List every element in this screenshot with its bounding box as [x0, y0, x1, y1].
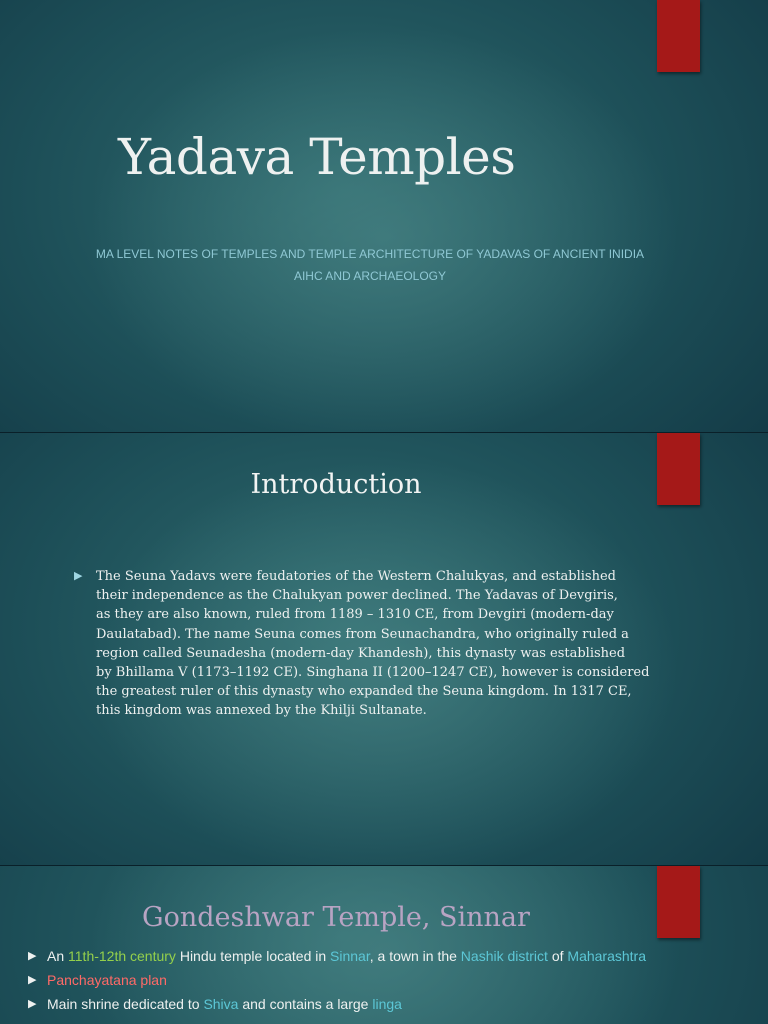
subtitle-line: MA LEVEL NOTES OF TEMPLES AND TEMPLE ARCHITECTURE OF YADAVAS OF ANCIENT INIDIA	[95, 247, 645, 261]
triangle-right-icon: ▶	[28, 950, 37, 962]
fact-text: Main shrine dedicated to	[47, 996, 204, 1012]
link-sinnar[interactable]: Sinnar	[330, 948, 370, 964]
triangle-right-icon: ▶	[28, 998, 37, 1010]
paragraph-line: by Bhillama V (1173–1192 CE). Singhana II (1200–1247 CE), however is considered	[96, 665, 650, 681]
paragraph-line: Daulatabad). The name Seuna comes from Seunachandra, who originally ruled a	[96, 626, 629, 642]
fact-text: and contains a large	[238, 996, 373, 1012]
triangle-right-icon: ▶	[74, 570, 83, 582]
paragraph-line: region called Seunadesha (modern-day Khandesh), this dynasty was established	[96, 645, 626, 661]
link-nashik-district[interactable]: Nashik district	[460, 948, 548, 964]
link-maharashtra[interactable]: Maharashtra	[567, 948, 646, 964]
fact-text: , a town in the	[369, 948, 461, 964]
paragraph-line: the greatest ruler of this dynasty who expanded the Seuna kingdom. In 1317 CE,	[96, 684, 632, 700]
fact-text: of	[547, 948, 568, 964]
paragraph-line: this kingdom was annexed by the Khilji Sultanate.	[96, 703, 427, 719]
intro-heading: Introduction	[250, 469, 422, 500]
paragraph-line: The Seuna Yadavs were feudatories of the Western Chalukyas, and established	[96, 569, 616, 584]
subtitle-line: AIHC AND ARCHAEOLOGY	[293, 269, 447, 283]
slide-title-heading: Yadava Temples	[118, 128, 516, 186]
accent-bar	[657, 0, 700, 72]
slide-title	[0, 0, 768, 432]
fact-text: Hindu temple located in	[175, 948, 331, 964]
paragraph-line: their independence as the Chalukyan power declined. The Yadavas of Devgiris,	[96, 588, 618, 604]
slide-introduction	[0, 433, 768, 865]
list-item	[28, 972, 728, 996]
paragraph-line: as they are also known, ruled from 1189 – 1310 CE, from Devgiri (modern-day	[96, 607, 614, 623]
temple-heading: Gondeshwar Temple, Sinnar	[142, 902, 530, 933]
fact-list	[28, 948, 728, 1020]
slide-gondeshwar	[0, 866, 768, 1024]
link-century[interactable]: 11th-12th century	[68, 948, 176, 964]
slide-subtitle	[40, 243, 700, 287]
link-shiva[interactable]: Shiva	[203, 996, 239, 1012]
intro-paragraph	[96, 567, 650, 721]
triangle-right-icon: ▶	[28, 974, 37, 986]
list-item	[28, 948, 728, 972]
link-linga[interactable]: linga	[372, 996, 402, 1012]
list-item	[28, 996, 728, 1020]
link-panchayatana-plan[interactable]: Panchayatana plan	[47, 972, 167, 988]
fact-text: An	[47, 948, 69, 964]
